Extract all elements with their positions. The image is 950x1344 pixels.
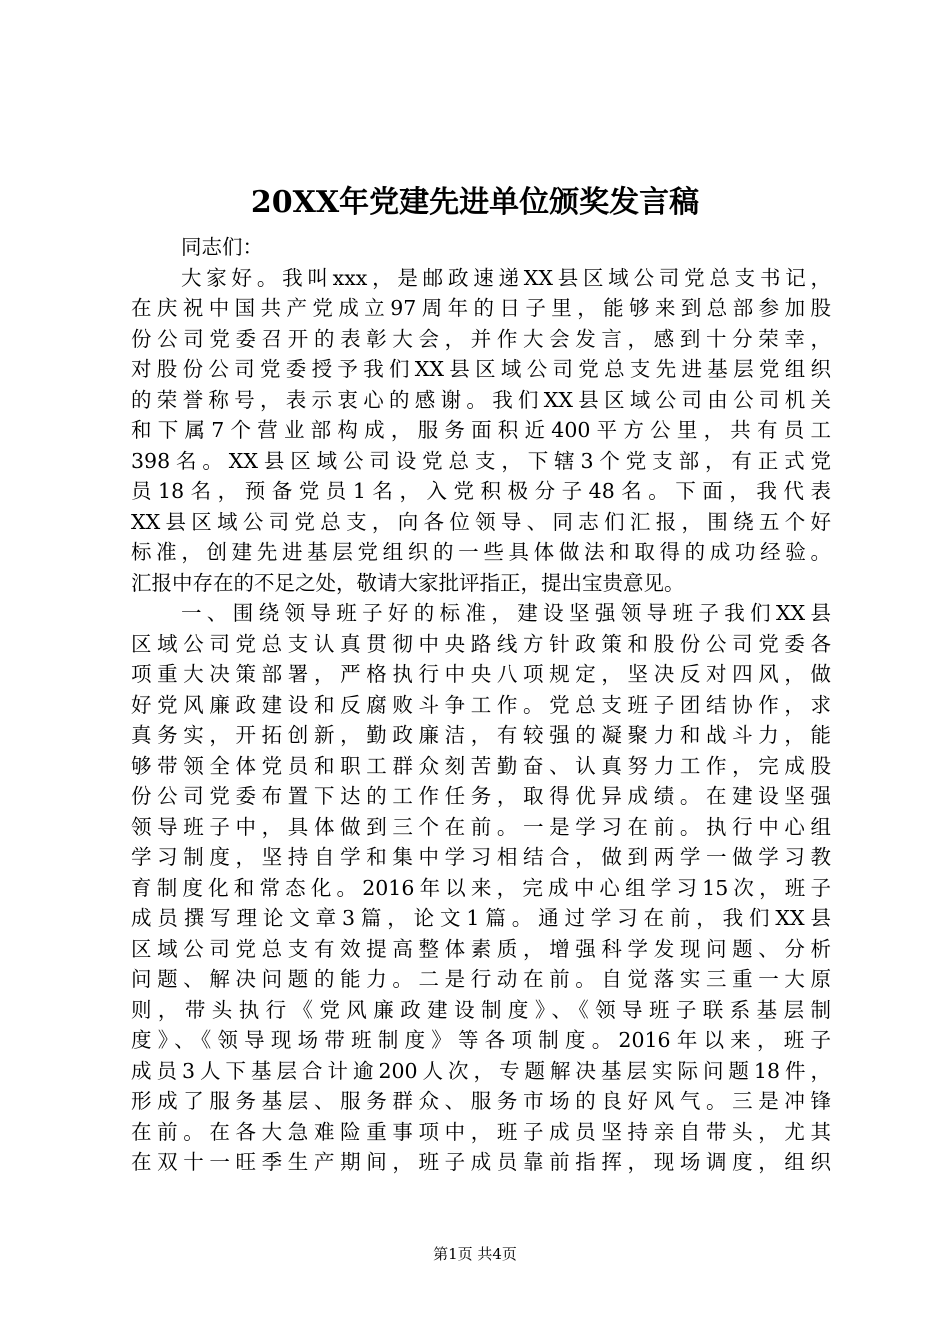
text-line: XX县区域公司党总支，向各位领导、同志们汇报，围绕五个好 (131, 509, 831, 534)
document-body (131, 232, 831, 1178)
text-line: 标准，创建先进基层党组织的一些具体做法和取得的成功经验。 (131, 540, 831, 564)
text-line: 成员3人下基层合计逾200人次，专题解决基层实际问题18件， (131, 1058, 831, 1083)
salutation-line: 同志们： (181, 235, 263, 259)
text-line: 成员撰写理论文章3篇，论文1篇。通过学习在前，我们XX县 (131, 906, 831, 930)
text-line: 度》、《领导现场带班制度》等各项制度。2016年以来，班子 (131, 1028, 831, 1052)
text-line: 够带领全体党员和职工群众刻苦勤奋、认真努力工作，完成股 (131, 753, 831, 778)
text-line: 398名。XX县区域公司设党总支，下辖3个党支部，有正式党 (131, 448, 831, 473)
text-line: 对股份公司党委授予我们XX县区域公司党总支先进基层党组织 (131, 357, 831, 381)
text-line: 员18名，预备党员1名，入党积极分子48名。下面，我代表 (131, 479, 831, 503)
text-line: 真务实，开拓创新，勤政廉洁，有较强的凝聚力和战斗力，能 (131, 723, 831, 747)
text-line: 区域公司党总支认真贯彻中央路线方针政策和股份公司党委各 (131, 631, 831, 656)
page-footer: 第1页 共4页 (433, 1245, 517, 1263)
text-line: 项重大决策部署，严格执行中央八项规定，坚决反对四风，做 (131, 662, 831, 686)
section-heading-line: 一、围绕领导班子好的标准，建设坚强领导班子我们XX县 (181, 601, 831, 625)
text-line: 汇报中存在的不足之处，敬请大家批评指正，提出宝贵意见。 (131, 570, 685, 595)
text-line: 则，带头执行《党风廉政建设制度》、《领导班子联系基层制 (131, 997, 831, 1022)
text-line: 的荣誉称号，表示衷心的感谢。我们XX县区域公司由公司机关 (131, 387, 831, 412)
text-line: 和下属7个营业部构成，服务面积近400平方公里，共有员工 (131, 418, 831, 442)
text-line: 在双十一旺季生产期间，班子成员靠前指挥，现场调度，组织 (131, 1150, 831, 1174)
text-line: 领导班子中，具体做到三个在前。一是学习在前。执行中心组 (131, 814, 831, 839)
text-line: 区域公司党总支有效提高整体素质，增强科学发现问题、分析 (131, 936, 831, 961)
text-line: 问题、解决问题的能力。二是行动在前。自觉落实三重一大原 (131, 967, 831, 991)
text-line: 在前。在各大急难险重事项中，班子成员坚持亲自带头，尤其 (131, 1119, 831, 1144)
text-line: 份公司党委布置下达的工作任务，取得优异成绩。在建设坚强 (131, 784, 831, 808)
text-line: 在庆祝中国共产党成立97周年的日子里，能够来到总部参加股 (131, 296, 831, 320)
text-line: 育制度化和常态化。2016年以来，完成中心组学习15次，班子 (131, 875, 831, 900)
text-line: 份公司党委召开的表彰大会，并作大会发言，感到十分荣幸， (131, 326, 831, 351)
text-line: 大家好。我叫xxx，是邮政速递XX县区域公司党总支书记， (181, 265, 831, 290)
document-title: 20XX年党建先进单位颁奖发言稿 (250, 185, 700, 220)
text-line: 学习制度，坚持自学和集中学习相结合，做到两学一做学习教 (131, 845, 831, 869)
text-line: 形成了服务基层、服务群众、服务市场的良好风气。三是冲锋 (131, 1089, 831, 1113)
text-line: 好党风廉政建设和反腐败斗争工作。党总支班子团结协作，求 (131, 692, 831, 717)
